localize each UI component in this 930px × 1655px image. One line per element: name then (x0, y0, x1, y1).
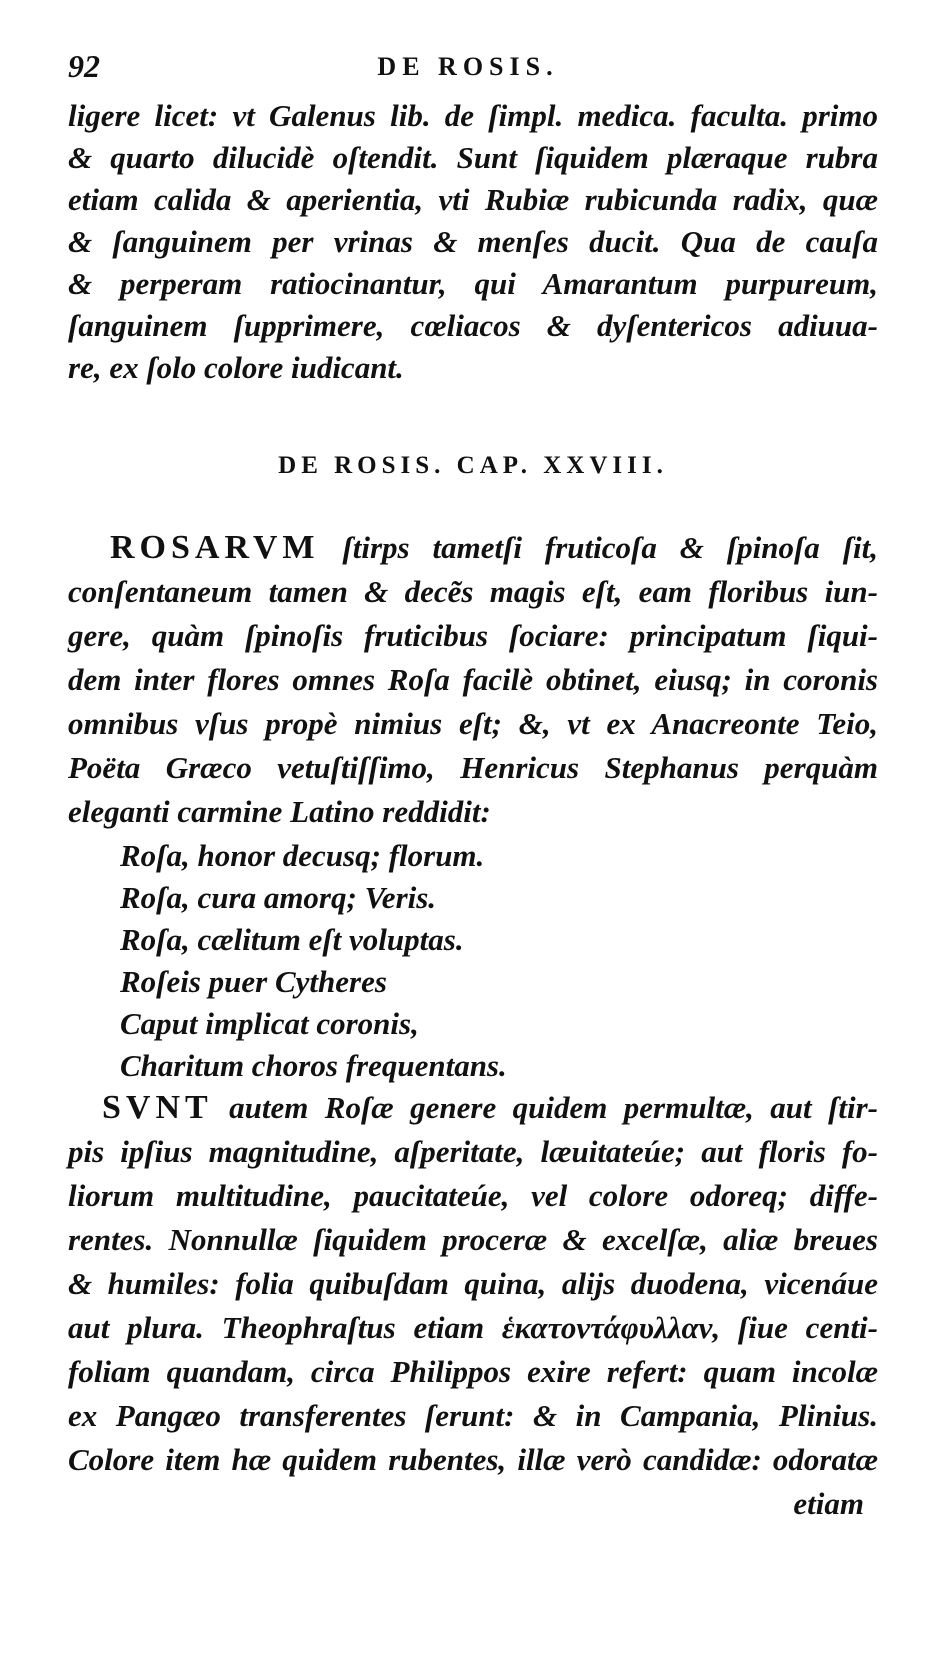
verse-line: Charitum choros frequentans. (120, 1048, 507, 1083)
verse-line: Caput implicat coronis, (120, 1006, 419, 1041)
text-line: eleganti carmine Latino reddidit: (68, 794, 491, 829)
verse-line: Roſeis puer Cytheres (120, 964, 387, 999)
text-line: ex Pangæo transferentes ſerunt: & in Campania, Plinius. (68, 1398, 878, 1433)
text-line: liorum multitudine, paucitateúe, vel colore odoreq; diffe- (68, 1178, 878, 1213)
first-line-text: ſtirps tametſi fruticoſa & ſpinoſa ſit, (342, 530, 879, 565)
text-line: dem inter flores omnes Roſa facilè obtinet, eiusq; in coronis (68, 662, 878, 697)
text-line: Poëta Græco vetuſtiſſimo, Henricus Stephanus perquàm (68, 750, 878, 785)
text-line: & humiles: folia quibuſdam quina, alijs duodena, vicenáue (68, 1266, 878, 1301)
initial-word: ROSARVM (110, 529, 320, 566)
text-line: rentes. Nonnullæ ſiquidem proceræ & excelſæ, aliæ breues (68, 1222, 878, 1257)
text-line: gere, quàm ſpinoſis fruticibus ſociare: principatum ſiqui- (68, 618, 878, 653)
text-line: ligere licet: vt Galenus lib. de ſimpl. medica. faculta. primo (68, 98, 878, 133)
paragraph-first-line (110, 528, 878, 568)
text-line: etiam calida & aperientia, vti Rubiæ rubicunda radix, quæ (68, 182, 878, 217)
text-line: ſanguinem ſupprimere, cœliacos & dyſentericos adiuua- (68, 308, 878, 343)
verse-line: Roſa, cura amorq; Veris. (120, 880, 437, 915)
running-title: DE ROSIS. (377, 52, 559, 81)
running-header (68, 48, 868, 88)
first-line-text: autem Roſæ genere quidem permultæ, aut ſtir- (229, 1090, 879, 1125)
text-line: re, ex ſolo colore iudicant. (68, 350, 404, 385)
text-line: pis ipſius magnitudine, aſperitate, læuitateúe; aut floris fo- (68, 1134, 878, 1169)
text-line: foliam quandam, circa Philippos exire refert: quam incolæ (68, 1354, 878, 1389)
text-line: omnibus vſus propè nimius eſt; &, vt ex Anacreonte Teio, (68, 706, 878, 741)
initial-word: SVNT (102, 1089, 213, 1126)
text-line: aut plura. Theophraſtus etiam ἑκατοντάφυλλαν, ſiue centi- (68, 1310, 878, 1345)
paragraph-first-line (102, 1088, 878, 1128)
text-line: & quarto dilucidè oſtendit. Sunt ſiquidem plæraque rubra (68, 140, 878, 175)
text-line: & ſanguinem per vrinas & menſes ducit. Qua de cauſa (68, 224, 878, 259)
text-line: & perperam ratiocinantur, qui Amarantum purpureum, (68, 266, 878, 301)
verse-line: Roſa, cælitum eſt voluptas. (120, 922, 464, 957)
page-number: 92 (68, 48, 100, 84)
verse-line: Roſa, honor decusq; florum. (120, 838, 485, 873)
chapter-heading: DE ROSIS. CAP. XXVIII. (278, 452, 668, 479)
catchword: etiam (793, 1486, 864, 1521)
text-line: conſentaneum tamen & decẽs magis eſt, eam floribus iun- (68, 574, 878, 609)
text-line: Colore item hæ quidem rubentes, illæ verò candidæ: odoratæ (68, 1442, 878, 1477)
